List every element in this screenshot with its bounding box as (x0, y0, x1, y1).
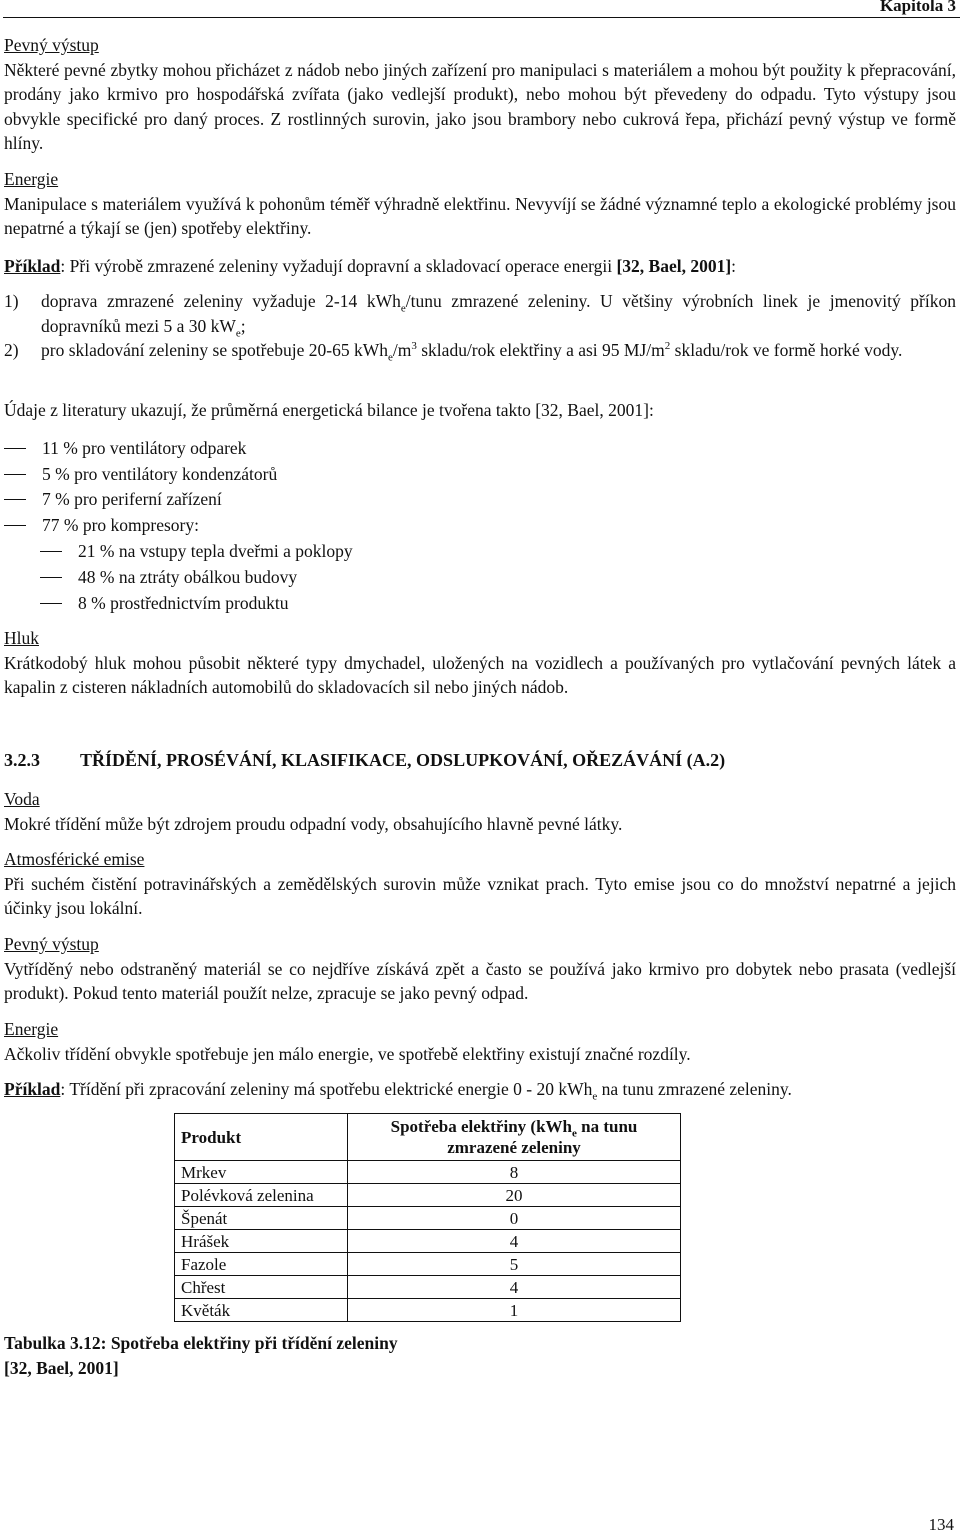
solid-output-block (4, 33, 956, 156)
list-text-part: pro skladování zeleniny se spotřebuje 20-65 kWh (41, 340, 388, 360)
example-paragraph-2 (4, 1077, 956, 1102)
solid-output-heading: Pevný výstup (4, 35, 99, 55)
dash-icon (4, 474, 26, 475)
table-caption (4, 1331, 398, 1380)
dash-icon (40, 551, 62, 552)
table-cell-product: Špenát (175, 1207, 348, 1230)
energy-block (4, 167, 956, 241)
header-part: Spotřeba elektřiny (kWh (390, 1117, 572, 1136)
table-header-product: Produkt (175, 1114, 348, 1161)
example-label: Příklad (4, 256, 61, 276)
example-text-2b: na tunu zmrazené zeleniny. (597, 1079, 792, 1099)
superscript: 3 (411, 340, 417, 353)
table-row (175, 1184, 681, 1207)
table-cell-product: Květák (175, 1299, 348, 1322)
list-number: 2) (4, 340, 19, 360)
dash-icon (40, 603, 62, 604)
list-text (41, 289, 956, 338)
list-text-part: ; (240, 315, 246, 336)
emissions-block (4, 847, 956, 921)
table-cell-product: Hrášek (175, 1230, 348, 1253)
table-cell-product: Polévková zelenina (175, 1184, 348, 1207)
superscript: 2 (664, 340, 671, 353)
noise-block (4, 626, 956, 700)
list-item (4, 338, 956, 388)
example-label-2: Příklad (4, 1079, 61, 1099)
dash-icon (4, 448, 26, 449)
consumption-table (174, 1113, 681, 1322)
table-cell-value: 8 (348, 1161, 681, 1184)
table-row (175, 1299, 681, 1322)
energy-block-2 (4, 1017, 956, 1066)
bullet-text: 11 % pro ventilátory odparek (42, 438, 247, 458)
table-cell-value: 20 (348, 1184, 681, 1207)
dash-icon (40, 577, 62, 578)
water-heading: Voda (4, 789, 40, 809)
header-part: na tunu zmrazené zeleniny (447, 1117, 638, 1157)
list-text-part: /tunu zmrazené zeleniny. U většiny výrobních linek je jmenovitý příkon dopravníků mezi 5 a 30 kW (41, 291, 956, 336)
list-number: 1) (4, 291, 19, 311)
solid-output-block-2 (4, 932, 956, 1006)
dash-icon (4, 525, 26, 526)
solid-output-heading-2: Pevný výstup (4, 934, 99, 954)
table-header-row (175, 1114, 681, 1161)
chapter-label: Kapitola 3 (879, 0, 956, 15)
table-cell-value: 5 (348, 1253, 681, 1276)
table-row (175, 1207, 681, 1230)
dash-icon (4, 499, 26, 500)
example-reference: [32, Bael, 2001] (616, 256, 732, 276)
subscript: e (592, 1090, 598, 1103)
table-row (175, 1161, 681, 1184)
energy-text: Manipulace s materiálem využívá k pohonům téměř výhradně elektřinu. Nevyvíjí se žádné významné teplo a ekologické problémy jsou nepatrné a týkají se (jen) spotřeby elektřiny. (4, 193, 956, 238)
table-cell-product: Mrkev (175, 1161, 348, 1184)
example-paragraph (4, 254, 956, 279)
list-text-part: /m (392, 340, 412, 360)
noise-text: Krátkodobý hluk mohou působit některé typy dmychadel, uložených na vozidlech a používaných pro vytlačování pevných látek a kapalin z cisteren nákladních automobilů do skladovacích sil nebo jiných nádob. (4, 652, 956, 697)
table-row (175, 1253, 681, 1276)
table-row (175, 1276, 681, 1299)
subscript: e (388, 351, 393, 364)
energy-heading-2: Energie (4, 1019, 59, 1039)
subscript: e (400, 302, 406, 315)
list-text (41, 338, 956, 363)
table-cell-value: 0 (348, 1207, 681, 1230)
table-header-consumption (348, 1114, 681, 1161)
example-text-2: : Třídění při zpracování zeleniny má spotřebu elektrické energie 0 - 20 kWh (60, 1079, 593, 1099)
energy-heading: Energie (4, 169, 59, 189)
section-title: TŘÍDĚNÍ, PROSÉVÁNÍ, KLASIFIKACE, ODSLUPKOVÁNÍ, OŘEZÁVÁNÍ (A.2) (80, 750, 726, 770)
water-block (4, 787, 956, 836)
header-rule (3, 17, 960, 18)
bullet-text: 5 % pro ventilátory kondenzátorů (42, 464, 278, 484)
energy-balance-intro: Údaje z literatury ukazují, že průměrná energetická bilance je tvořena takto [32, Bael, 2001]: (4, 400, 654, 420)
list-item (4, 289, 956, 339)
table-cell-product: Chřest (175, 1276, 348, 1299)
emissions-heading: Atmosférické emise (4, 849, 145, 869)
table-cell-value: 4 (348, 1230, 681, 1253)
noise-heading: Hluk (4, 628, 39, 648)
table-row (175, 1230, 681, 1253)
caption-reference: [32, Bael, 2001] (4, 1357, 119, 1378)
bullet-text: 7 % pro periferní zařízení (42, 489, 222, 509)
bullet-text: 48 % na ztráty obálkou budovy (78, 567, 298, 587)
list-text-part: skladu/rok ve formě horké vody. (670, 340, 903, 360)
table-cell-value: 4 (348, 1276, 681, 1299)
section-number: 3.2.3 (4, 750, 40, 770)
emissions-text: Při suchém čistění potravinářských a zemědělských surovin může vznikat prach. Tyto emise jsou co do množství nepatrné a jejich účinky jsou lokální. (4, 873, 956, 918)
solid-output-text-2: Vytříděný nebo odstraněný materiál se co nejdříve získává zpět a často se používá jako krmivo pro dobytek nebo prasata (vedlejší produkt). Pokud tento materiál použít nelze, zpracuje se jako pevný odpad. (4, 958, 956, 1003)
list-text-part: doprava zmrazené zeleniny vyžaduje 2-14 kWh (41, 291, 401, 311)
list-text-part: skladu/rok elektřiny a asi 95 MJ/m (416, 340, 665, 360)
example-text: : Při výrobě zmrazené zeleniny vyžadují dopravní a skladovací operace energii (60, 256, 617, 276)
page-number: 134 (928, 1515, 954, 1534)
bullet-text: 21 % na vstupy tepla dveřmi a poklopy (78, 541, 353, 561)
water-text: Mokré třídění může být zdrojem proudu odpadní vody, obsahujícího hlavně pevné látky. (4, 813, 623, 834)
subscript: e (571, 1127, 577, 1140)
energy-text-2: Ačkoliv třídění obvykle spotřebuje jen málo energie, ve spotřebě elektřiny existují značné rozdíly. (4, 1043, 691, 1064)
table-cell-value: 1 (348, 1299, 681, 1322)
bullet-text: 77 % pro kompresory: (42, 515, 199, 535)
table-cell-product: Fazole (175, 1253, 348, 1276)
bullet-text: 8 % prostřednictvím produktu (78, 593, 289, 613)
solid-output-text: Některé pevné zbytky mohou přicházet z nádob nebo jiných zařízení pro manipulaci s materiálem a mohou být použity k přepracování, prodány jako krmivo pro hospodářská zvířata (jako vedlejší produkt), nebo mohou být převedeny do odpadu. Tyto výstupy jsou obvykle specifické pro daný proces. Z rostlinných surovin, jako jsou brambory nebo cukrová řepa, přichází pevný výstup ve formě hlíny. (4, 59, 956, 153)
caption-line: Tabulka 3.12: Spotřeba elektřiny při třídění zeleniny (4, 1333, 398, 1353)
example-tail: : (731, 256, 737, 276)
subscript: e (235, 327, 241, 339)
